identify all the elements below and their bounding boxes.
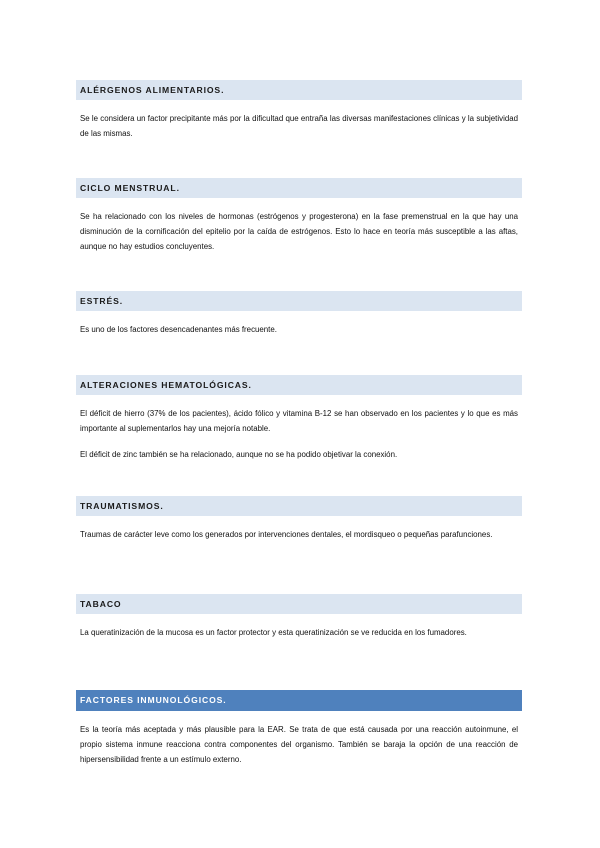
section-paragraph-alergenos: Se le considera un factor precipitante más por la dificultad que entraña las diversas manifestaciones clínicas y la subjetividad de las mismas.: [80, 114, 518, 138]
section-heading-traumatismos: TRAUMATISMOS.: [76, 496, 522, 516]
section-heading-alergenos: ALÉRGENOS ALIMENTARIOS.: [76, 80, 522, 100]
section-heading-tabaco: TABACO: [76, 594, 522, 614]
section-paragraph-ciclo-menstrual: Se ha relacionado con los niveles de hormonas (estrógenos y progesterona) en la fase premenstrual en la que hay una disminución de la cornificación del epitelio por la caída de estrógenos. Esto lo hace en teoría más susceptible a las aftas, aunque no hay estudios concluyentes.: [80, 212, 518, 251]
section-paragraph-factores-inmunologicos: Es la teoría más aceptada y más plausible para la EAR. Se trata de que está causada por una reacción autoinmune, el propio sistema inmune reacciona contra componentes del organismo. También se baraja la opción de una reacción de hipersensibilidad frente a un estímulo externo.: [80, 725, 518, 764]
section-heading-factores-inmunologicos: FACTORES INMUNOLÓGICOS.: [76, 690, 522, 711]
section-heading-estres: ESTRÉS.: [76, 291, 522, 311]
section-heading-ciclo-menstrual: CICLO MENSTRUAL.: [76, 178, 522, 198]
section-paragraph-tabaco: La queratinización de la mucosa es un factor protector y esta queratinización se ve reducida en los fumadores.: [80, 628, 467, 637]
section-paragraph-hierro: El déficit de hierro (37% de los pacientes), ácido fólico y vitamina B-12 se han observado en los pacientes y lo que es más importante al suplementarlos hay una mejoría notable.: [80, 409, 518, 433]
section-paragraph-estres: Es uno de los factores desencadenantes más frecuente.: [80, 325, 277, 334]
section-paragraph-traumatismos: Traumas de carácter leve como los generados por intervenciones dentales, el mordisqueo o pequeñas parafunciones.: [80, 530, 493, 539]
section-heading-alteraciones-hematologicas: ALTERACIONES HEMATOLÓGICAS.: [76, 375, 522, 395]
section-paragraph-zinc: El déficit de zinc también se ha relacionado, aunque no se ha podido objetivar la conexión.: [80, 450, 398, 459]
